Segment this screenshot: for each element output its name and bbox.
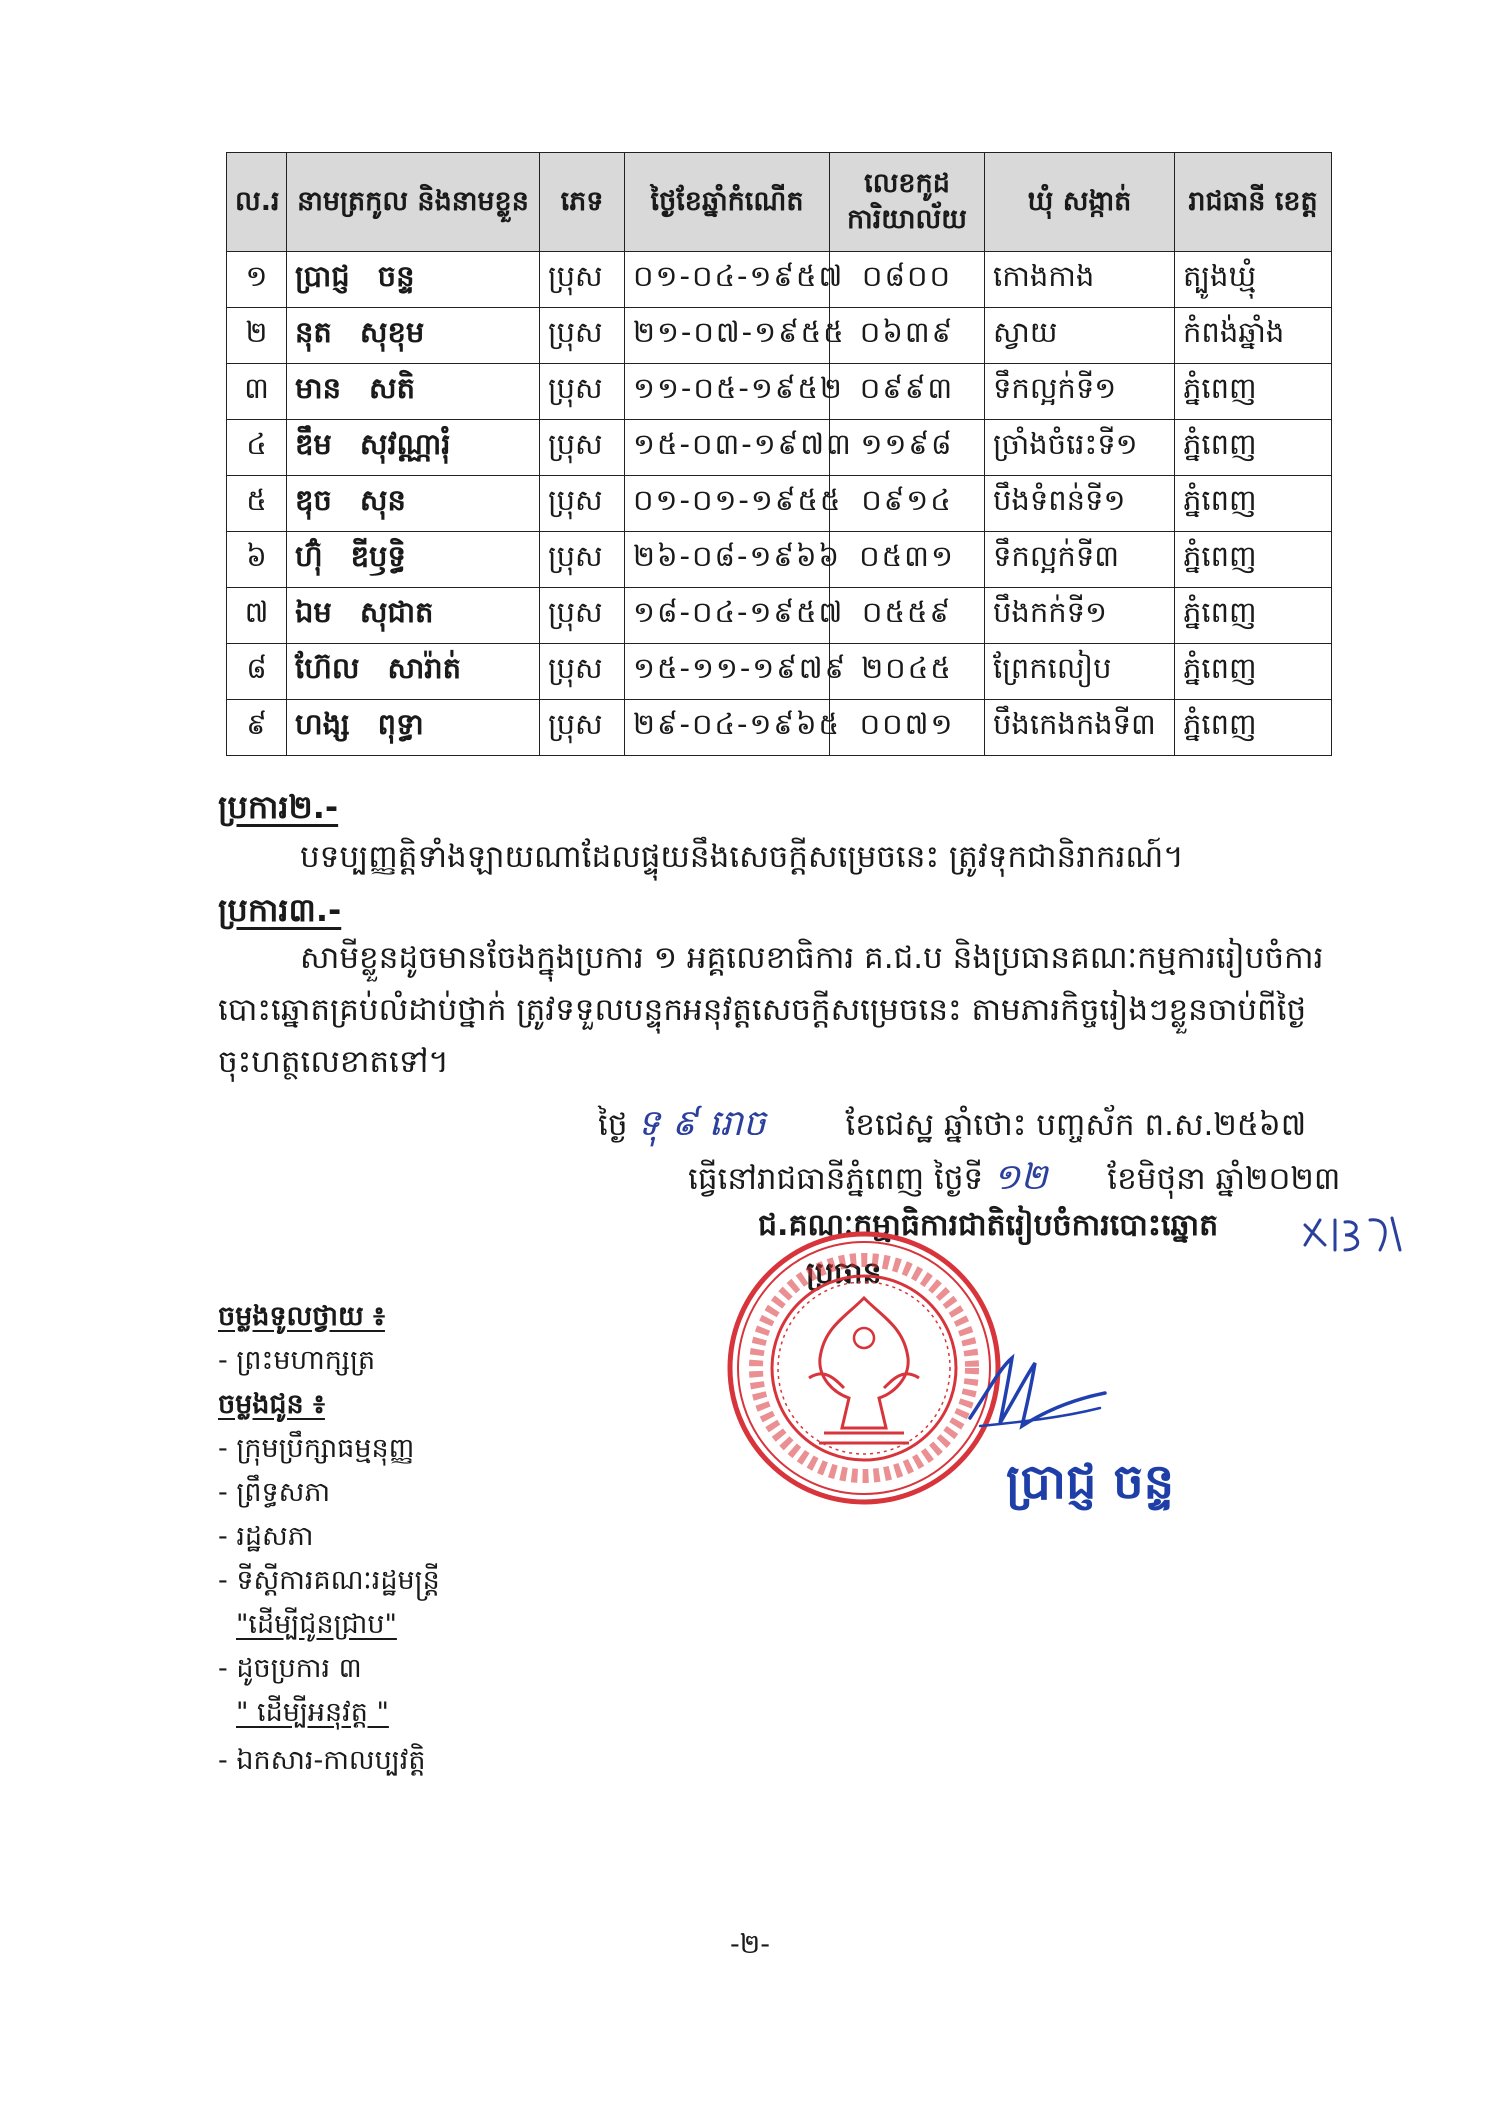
note-for-information: "ដើម្បីជូនជ្រាប"	[236, 1609, 397, 1640]
cell-sex: ប្រុស	[540, 364, 625, 420]
handwritten-day-number: ១២	[993, 1157, 1048, 1198]
table-row	[227, 700, 1332, 756]
cell-name	[287, 588, 540, 644]
cell-dob: ០១-០៤-១៩៥៧	[625, 252, 830, 308]
recipient-item: - ទីស្តីការគណៈរដ្ឋមន្ត្រី	[218, 1565, 440, 1596]
cell-name	[287, 644, 540, 700]
cell-office-code: ០៦៣៩	[830, 308, 985, 364]
cell-name	[287, 420, 540, 476]
cell-name	[287, 476, 540, 532]
cell-province: កំពង់ឆ្នាំង	[1175, 308, 1332, 364]
cell-dob: ១៨-០៤-១៩៥៧	[625, 588, 830, 644]
month-year: ខែមិថុនា ឆ្នាំ២០២៣	[1107, 1161, 1341, 1197]
table-header-row	[227, 153, 1332, 252]
table-row	[227, 252, 1332, 308]
table-row	[227, 588, 1332, 644]
cell-dob: ២១-០៧-១៩៥៥	[625, 308, 830, 364]
article-3-heading: ប្រការ៣.-	[218, 891, 342, 929]
recipients-heading: ចម្លងជូន ៖	[218, 1389, 325, 1420]
cell-office-code: ០៩១៤	[830, 476, 985, 532]
recipient-king: - ព្រះមហាក្សត្រ	[218, 1345, 376, 1376]
place-label: ធ្វើនៅរាជធានីភ្នំពេញ ថ្ងៃទី	[688, 1161, 984, 1197]
given-name: ចន្ទ	[377, 258, 415, 293]
cell-no: ២	[227, 308, 287, 364]
article-3-line-1: សាមីខ្លួនដូចមានចែងក្នុងប្រការ ១ អគ្គលេខាធិការ គ.ជ.ប និងប្រធានគណៈកម្មការរៀបចំការ	[300, 940, 1324, 976]
header-no: ល.រ	[227, 153, 287, 252]
family-name: ប្រាជ្ញ	[295, 258, 350, 293]
cell-commune: ទឹកល្អក់ទី៣	[985, 532, 1175, 588]
article-2-text: បទប្បញ្ញត្តិទាំងឡាយណាដែលផ្ទុយនឹងសេចក្តីសម្រេចនេះ ត្រូវទុកជានិរាករណ៍។	[300, 839, 1184, 875]
cell-province: ភ្នំពេញ	[1175, 588, 1332, 644]
cell-province: ភ្នំពេញ	[1175, 700, 1332, 756]
cell-office-code: ០៥៣១	[830, 532, 985, 588]
given-name: សុខុម	[359, 314, 425, 349]
signature-icon	[960, 1348, 1110, 1438]
cell-dob: ១១-០៥-១៩៥២	[625, 364, 830, 420]
table-row	[227, 308, 1332, 364]
cell-commune: ទឹកល្អក់ទី១	[985, 364, 1175, 420]
cell-name	[287, 364, 540, 420]
cell-no: ៣	[227, 364, 287, 420]
family-name: ហ៊ុំ	[295, 538, 323, 573]
cell-commune: ស្វាយ	[985, 308, 1175, 364]
committee-name: ជ.គណៈកម្មាធិការជាតិរៀបចំការបោះឆ្នោត	[758, 1208, 1219, 1243]
family-name: ហង្ស	[295, 706, 350, 741]
cell-sex: ប្រុស	[540, 700, 625, 756]
cell-commune: ច្រាំងចំរេះទី១	[985, 420, 1175, 476]
cell-office-code: ០៨០០	[830, 252, 985, 308]
cell-sex: ប្រុស	[540, 476, 625, 532]
article-3-line-2: បោះឆ្នោតគ្រប់លំដាប់ថ្នាក់ ត្រូវទទួលបន្ទុកអនុវត្តសេចក្តីសម្រេចនេះ តាមភារកិច្ចរៀងៗខ្លួនចាប់ពីថ្ងៃ	[218, 992, 1307, 1028]
article-2-heading: ប្រការ២.-	[218, 788, 339, 826]
cell-dob: ១៥-០៣-១៩៧៣	[625, 420, 830, 476]
header-commune: ឃុំ សង្កាត់	[985, 153, 1175, 252]
given-name: សុជាត	[359, 594, 434, 629]
cell-no: ៥	[227, 476, 287, 532]
recipient-article-3: - ដូចប្រការ ៣	[218, 1653, 362, 1684]
cell-commune: បឹងកក់ទី១	[985, 588, 1175, 644]
cell-sex: ប្រុស	[540, 532, 625, 588]
recipient-item: - ព្រឹទ្ធសភា	[218, 1477, 331, 1508]
lunar-date-line	[598, 1100, 1306, 1153]
cell-no: ៧	[227, 588, 287, 644]
header-province: រាជធានី ខេត្ត	[1175, 153, 1332, 252]
given-name: សតិ	[369, 370, 416, 405]
cell-no: ៦	[227, 532, 287, 588]
cell-dob: ០១-០១-១៩៥៥	[625, 476, 830, 532]
cell-office-code: ០៩៩៣	[830, 364, 985, 420]
cell-office-code: ១១៩៨	[830, 420, 985, 476]
cell-dob: ២៩-០៤-១៩៦៥	[625, 700, 830, 756]
table-row	[227, 364, 1332, 420]
handwritten-day: ទុ ៩ រោច	[637, 1103, 766, 1144]
cell-no: ៨	[227, 644, 287, 700]
cell-commune: បឹងកេងកងទី៣	[985, 700, 1175, 756]
table-row	[227, 420, 1332, 476]
cell-dob: ២៦-០៨-១៩៦៦	[625, 532, 830, 588]
recipient-item: - ក្រុមប្រឹក្សាធម្មនុញ្ញ	[218, 1433, 415, 1464]
cell-name	[287, 532, 540, 588]
cell-province: ភ្នំពេញ	[1175, 420, 1332, 476]
cell-province: ភ្នំពេញ	[1175, 644, 1332, 700]
recipient-archive: - ឯកសារ-កាលប្បវត្តិ	[218, 1745, 426, 1776]
table-row	[227, 532, 1332, 588]
cell-province: ភ្នំពេញ	[1175, 532, 1332, 588]
cell-office-code: ០៥៥៩	[830, 588, 985, 644]
family-name: ឯម	[295, 594, 332, 629]
day-label: ថ្ងៃ	[598, 1107, 628, 1143]
cell-sex: ប្រុស	[540, 308, 625, 364]
table-row	[227, 644, 1332, 700]
cell-name	[287, 700, 540, 756]
cell-name	[287, 308, 540, 364]
header-dob: ថ្ងៃខែឆ្នាំកំណើត	[625, 153, 830, 252]
family-name: នុត	[295, 314, 332, 349]
family-name: មាន	[295, 370, 342, 405]
cell-sex: ប្រុស	[540, 420, 625, 476]
place-date-line	[688, 1154, 1340, 1207]
cell-no: ៩	[227, 700, 287, 756]
cell-sex: ប្រុស	[540, 644, 625, 700]
cell-province: ត្បូងឃ្មុំ	[1175, 252, 1332, 308]
chairman-name: ប្រាជ្ញ ចន្ទ	[1006, 1454, 1175, 1510]
cell-no: ៤	[227, 420, 287, 476]
cell-commune: កោងកាង	[985, 252, 1175, 308]
cell-dob: ១៥-១១-១៩៧៩	[625, 644, 830, 700]
initials-mark-icon	[1300, 1210, 1410, 1260]
article-3-line-3: ចុះហត្ថលេខាតទៅ។	[218, 1044, 449, 1080]
cell-name	[287, 252, 540, 308]
header-office-code: លេខកូដ ការិយាល័យ	[830, 153, 985, 252]
given-name: សារ៉ាត់	[387, 650, 462, 685]
given-name: សុន	[359, 482, 406, 517]
family-name: ឌឹម	[295, 426, 332, 461]
cell-sex: ប្រុស	[540, 588, 625, 644]
recipient-item: - រដ្ឋសភា	[218, 1521, 314, 1552]
lunar-date: ខែជេស្ឋ ឆ្នាំថោះ បញ្ចស័ក ព.ស.២៥៦៧	[845, 1107, 1307, 1143]
cell-sex: ប្រុស	[540, 252, 625, 308]
cell-commune: ព្រែកលៀប	[985, 644, 1175, 700]
given-name: សុវណ្ណារុំ	[359, 426, 451, 461]
family-name: ឌុច	[295, 482, 332, 517]
cell-office-code: ០០៧១	[830, 700, 985, 756]
note-for-implementation: " ដើម្បីអនុវត្ត "	[236, 1697, 389, 1728]
header-sex: ភេទ	[540, 153, 625, 252]
recipients-king-heading: ចម្លងទូលថ្វាយ ៖	[218, 1301, 385, 1332]
cell-province: ភ្នំពេញ	[1175, 476, 1332, 532]
members-table	[226, 152, 1332, 756]
given-name: ឌីឫទ្ធិ	[350, 538, 406, 573]
table-row	[227, 476, 1332, 532]
cell-province: ភ្នំពេញ	[1175, 364, 1332, 420]
cell-commune: បឹងទំពន់ទី១	[985, 476, 1175, 532]
cell-office-code: ២០៤៥	[830, 644, 985, 700]
page-number: -២-	[730, 1929, 770, 1960]
family-name: ហ៊ែល	[295, 650, 360, 685]
cell-no: ១	[227, 252, 287, 308]
given-name: ពុទ្ធា	[377, 706, 424, 741]
chairman-title: ប្រធាន	[806, 1256, 882, 1291]
header-name: នាមត្រកូល និងនាមខ្លួន	[287, 153, 540, 252]
